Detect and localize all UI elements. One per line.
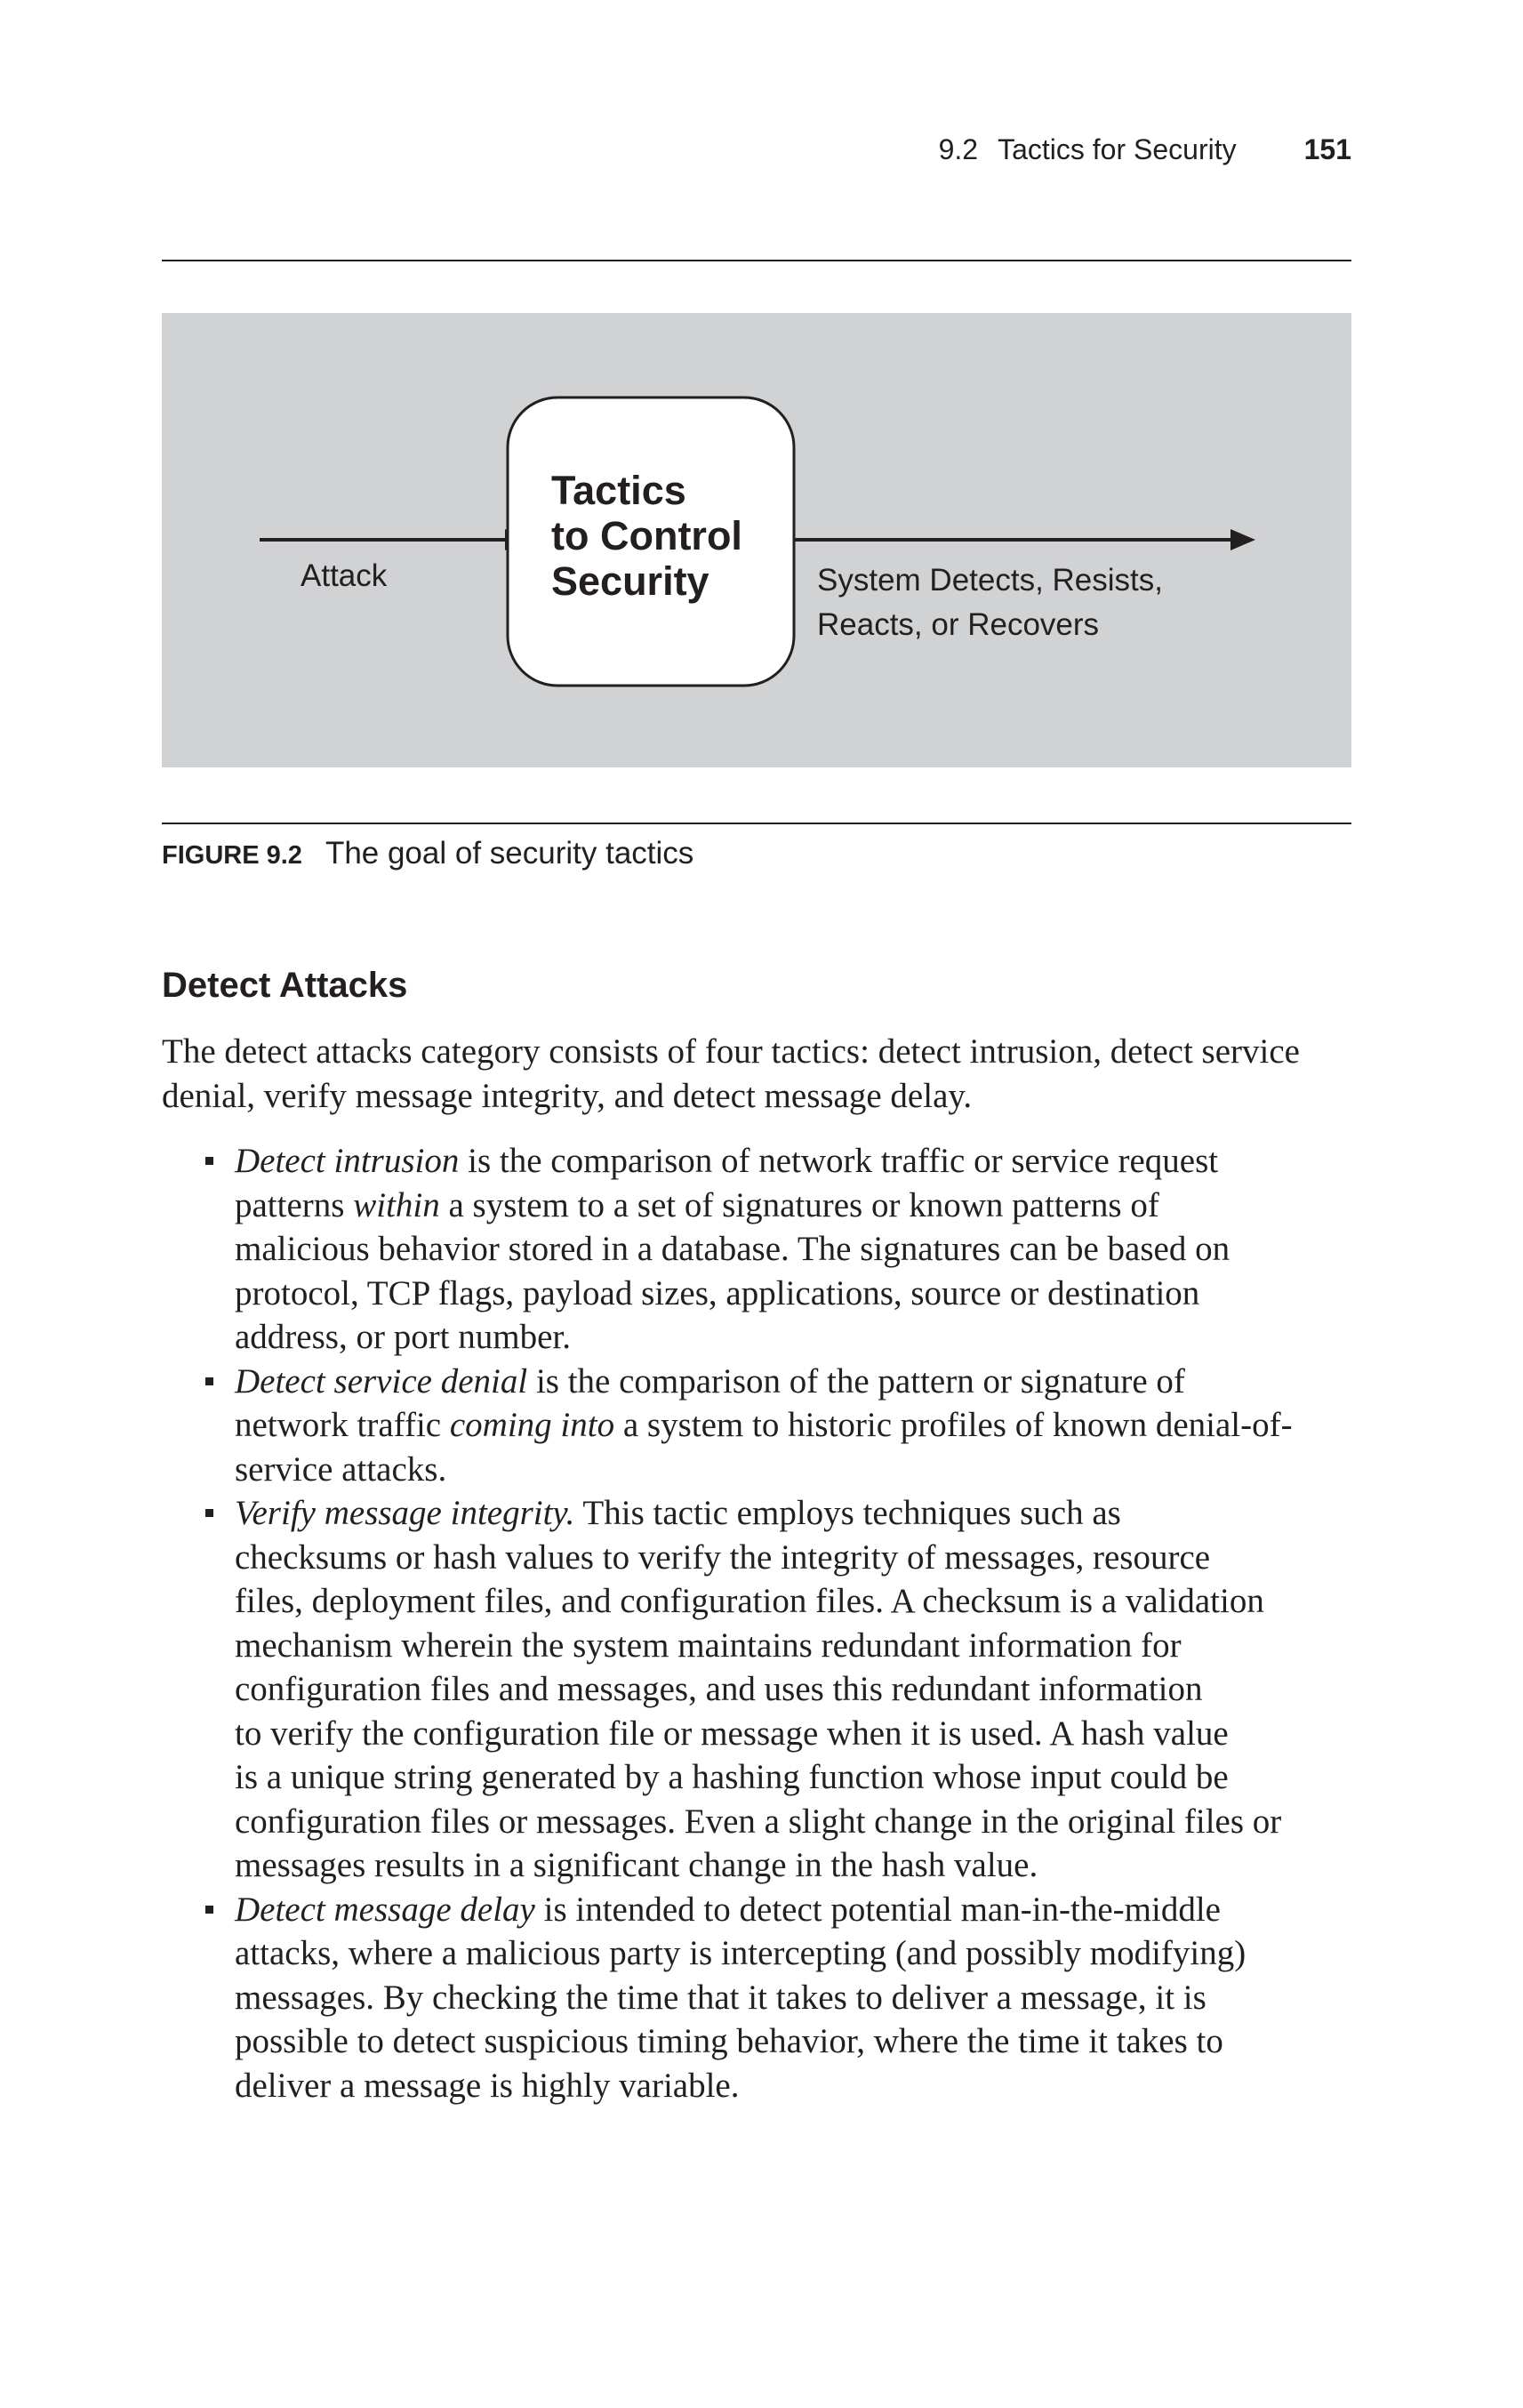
bullet-item [162, 1888, 1358, 2108]
text-run: attacks, where a malicious party is intercepting (and possibly modifying) [235, 1934, 1246, 1972]
text-run: is the comparison of network traffic or service request [459, 1142, 1219, 1180]
italic-term: coming into [449, 1406, 615, 1444]
box-label-line: Security [551, 558, 709, 604]
page-number: 151 [1303, 133, 1351, 165]
result-label-line: Reacts, or Recovers [817, 607, 1100, 642]
bullet-marker [205, 1377, 213, 1385]
italic-term: Verify message integrity. [235, 1494, 575, 1532]
attack-label: Attack [301, 558, 388, 593]
text-run: malicious behavior stored in a database. The signatures can be based on [235, 1230, 1230, 1268]
bullet-line [235, 1315, 1358, 1360]
text-run: network traffic [235, 1406, 450, 1444]
running-head [162, 133, 1351, 166]
figure-number: FIGURE 9.2 [162, 841, 302, 870]
text-run: messages results in a significant change in the hash value. [235, 1846, 1038, 1884]
bullet-line [235, 1272, 1358, 1316]
text-run: checksums or hash values to verify the integrity of messages, resource [235, 1537, 1211, 1577]
figure-top-rule [162, 260, 1351, 261]
result-label-line: System Detects, Resists, [817, 563, 1163, 598]
box-label-line: to Control [551, 513, 742, 558]
bullet-line [235, 1976, 1358, 2020]
bullet-line [235, 1800, 1358, 1844]
italic-term: Detect message delay [235, 1890, 535, 1929]
text-run: address, or port number. [235, 1318, 572, 1356]
bullet-line [235, 1712, 1358, 1756]
section-heading: Detect Attacks [162, 966, 408, 1005]
text-run: patterns [235, 1185, 354, 1224]
text-run: is the comparison of the pattern or signature of [527, 1361, 1185, 1401]
bullet-line [235, 1667, 1358, 1712]
text-run: deliver a message is highly variable. [235, 2066, 740, 2105]
bullet-line [235, 1360, 1358, 1404]
bullet-line [235, 1888, 1358, 1932]
bullet-line [235, 1448, 1358, 1492]
text-run: configuration files and messages, and uses this redundant information [235, 1670, 1203, 1708]
text-run: files, deployment files, and configuration files. A checksum is a validation [235, 1582, 1264, 1620]
bullet-item [162, 1360, 1358, 1492]
bullet-line [235, 1403, 1358, 1448]
figure-bottom-rule [162, 823, 1351, 824]
bullet-marker [205, 1157, 213, 1165]
bullet-line [235, 2019, 1358, 2064]
bullet-line [235, 1931, 1358, 1976]
text-run: configuration files or messages. Even a slight change in the original files or [235, 1802, 1282, 1841]
bullet-line [235, 1227, 1358, 1272]
text-run: mechanism wherein the system maintains redundant information for [235, 1625, 1182, 1665]
italic-term: Detect intrusion [235, 1142, 460, 1180]
figure-title: The goal of security tactics [325, 836, 694, 871]
italic-term: Detect service denial [235, 1361, 528, 1401]
bullet-line [235, 1843, 1358, 1888]
figure-diagram [162, 313, 1351, 767]
text-run: possible to detect suspicious timing behavior, where the time it takes to [235, 2022, 1223, 2060]
bullet-line [235, 1624, 1358, 1668]
italic-term: within [353, 1185, 440, 1224]
figure-caption [162, 836, 693, 871]
bullet-line [235, 1139, 1358, 1184]
bullet-line [235, 1579, 1358, 1624]
bullet-line [235, 2064, 1358, 2108]
diagram-graphics [162, 313, 1351, 767]
bullet-line [235, 1491, 1358, 1536]
bullet-line [235, 1755, 1358, 1800]
bullet-marker [205, 1509, 213, 1517]
tactics-box-label [551, 468, 742, 604]
bullet-item [162, 1491, 1358, 1888]
text-run: is a unique string generated by a hashing function whose input could be [235, 1758, 1229, 1796]
result-label [817, 558, 1163, 647]
bullet-marker [205, 1906, 213, 1914]
text-run: a system to historic profiles of known denial-of- [614, 1406, 1293, 1444]
tactics-bullet-list [162, 1139, 1358, 2107]
text-run: service attacks. [235, 1449, 447, 1489]
section-title: Tactics for Security [998, 133, 1237, 165]
result-arrowhead [1230, 529, 1255, 550]
text-run: is intended to detect potential man-in-the-middle [534, 1890, 1221, 1929]
bullet-line [235, 1184, 1358, 1228]
text-run: a system to a set of signatures or known patterns of [439, 1185, 1159, 1224]
box-label-line: Tactics [551, 468, 686, 513]
text-run: This tactic employs techniques such as [574, 1494, 1121, 1532]
text-run: protocol, TCP flags, payload sizes, applications, source or destination [235, 1273, 1200, 1312]
text-run: to verify the configuration file or message when it is used. A hash value [235, 1714, 1229, 1753]
text-run: messages. By checking the time that it takes to deliver a message, it is [235, 1978, 1206, 2017]
section-number: 9.2 [938, 133, 979, 165]
bullet-line [235, 1536, 1358, 1580]
bullet-item [162, 1139, 1358, 1360]
intro-paragraph: The detect attacks category consists of four tactics: detect intrusion, detect service denial, verify message integrity, and detect message delay. [162, 1032, 1300, 1115]
